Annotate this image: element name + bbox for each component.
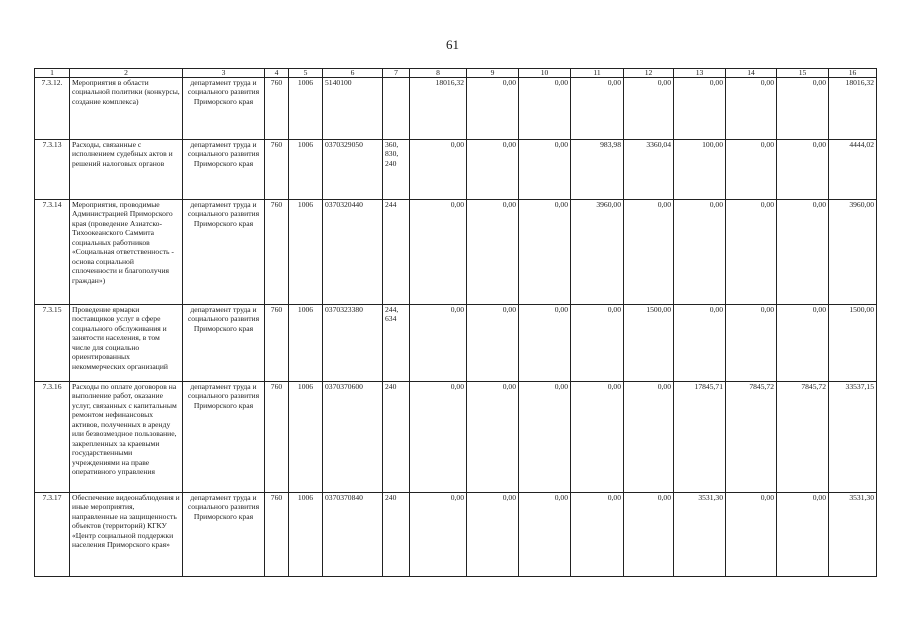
amount-col-14: 0,00 (726, 200, 777, 305)
table-row (35, 200, 877, 305)
activity-name: Мероприятия в области социальной политики (конкурсы, создание комплекса) (70, 78, 183, 140)
total-amount: 3960,00 (829, 200, 877, 305)
column-header-12: 12 (624, 69, 674, 78)
amount-col-9: 0,00 (467, 140, 519, 200)
amount-col-13: 0,00 (674, 200, 726, 305)
expense-type: 360, 830, 240 (383, 140, 410, 200)
total-amount: 4444,02 (829, 140, 877, 200)
row-number: 7.3.14 (35, 200, 70, 305)
column-header-9: 9 (467, 69, 519, 78)
amount-col-11: 983,98 (571, 140, 624, 200)
amount-col-10: 0,00 (519, 140, 571, 200)
amount-col-10: 0,00 (519, 493, 571, 577)
row-number: 7.3.15 (35, 305, 70, 382)
activity-name: Расходы по оплате договоров на выполнение работ, оказание услуг, связанных с капитальным ремонтом нефинансовых активов, полученных в аренду или безвозмездное пользование, закрепленных за краевыми государственными учреждениями на праве оперативного управления (70, 382, 183, 493)
cell-col-5: 1006 (289, 305, 323, 382)
amount-col-13: 3531,30 (674, 493, 726, 577)
cell-col-5: 1006 (289, 493, 323, 577)
table-body (35, 78, 877, 577)
amount-col-12: 0,00 (624, 382, 674, 493)
cell-col-4: 760 (265, 493, 289, 577)
column-header-16: 16 (829, 69, 877, 78)
amount-col-8: 0,00 (410, 140, 467, 200)
amount-col-10: 0,00 (519, 200, 571, 305)
activity-name: Проведение ярмарки поставщиков услуг в сфере социального обслуживания и занятости населения, в том числе для социально ориентированных некоммерческих организаций (70, 305, 183, 382)
amount-col-12: 1500,00 (624, 305, 674, 382)
amount-col-15: 7845,72 (777, 382, 829, 493)
amount-col-9: 0,00 (467, 382, 519, 493)
expense-type: 244 (383, 200, 410, 305)
expense-type: 240 (383, 382, 410, 493)
amount-col-11: 0,00 (571, 78, 624, 140)
amount-col-10: 0,00 (519, 305, 571, 382)
amount-col-8: 0,00 (410, 200, 467, 305)
cell-col-5: 1006 (289, 140, 323, 200)
budget-code: 0370329050 (323, 140, 383, 200)
column-header-11: 11 (571, 69, 624, 78)
amount-col-12: 0,00 (624, 493, 674, 577)
department: департамент труда и социального развития Приморского края (183, 493, 265, 577)
department: департамент труда и социального развития Приморского края (183, 305, 265, 382)
amount-col-11: 3960,00 (571, 200, 624, 305)
amount-col-15: 0,00 (777, 305, 829, 382)
budget-table (34, 68, 877, 577)
amount-col-15: 0,00 (777, 78, 829, 140)
amount-col-11: 0,00 (571, 382, 624, 493)
table-row (35, 78, 877, 140)
amount-col-14: 0,00 (726, 493, 777, 577)
amount-col-8: 18016,32 (410, 78, 467, 140)
department: департамент труда и социального развития Приморского края (183, 200, 265, 305)
cell-col-4: 760 (265, 140, 289, 200)
amount-col-10: 0,00 (519, 382, 571, 493)
budget-code: 0370320440 (323, 200, 383, 305)
activity-name: Обеспечение видеонаблюдения и иные мероприятия, направленные на защищенность объектов (территорий) КГКУ «Центр социальной поддержки населения Приморского края» (70, 493, 183, 577)
header-row (35, 69, 877, 78)
amount-col-9: 0,00 (467, 200, 519, 305)
amount-col-14: 0,00 (726, 140, 777, 200)
column-header-4: 4 (265, 69, 289, 78)
budget-code: 0370370840 (323, 493, 383, 577)
row-number: 7.3.17 (35, 493, 70, 577)
cell-col-4: 760 (265, 200, 289, 305)
amount-col-14: 7845,72 (726, 382, 777, 493)
amount-col-14: 0,00 (726, 78, 777, 140)
expense-type: 240 (383, 493, 410, 577)
amount-col-12: 0,00 (624, 78, 674, 140)
amount-col-13: 17845,71 (674, 382, 726, 493)
cell-col-4: 760 (265, 382, 289, 493)
column-header-7: 7 (383, 69, 410, 78)
total-amount: 18016,32 (829, 78, 877, 140)
amount-col-11: 0,00 (571, 305, 624, 382)
cell-col-4: 760 (265, 305, 289, 382)
table-row (35, 140, 877, 200)
amount-col-13: 0,00 (674, 305, 726, 382)
amount-col-15: 0,00 (777, 200, 829, 305)
budget-code: 5140100 (323, 78, 383, 140)
amount-col-8: 0,00 (410, 493, 467, 577)
amount-col-15: 0,00 (777, 493, 829, 577)
amount-col-13: 100,00 (674, 140, 726, 200)
amount-col-15: 0,00 (777, 140, 829, 200)
column-header-3: 3 (183, 69, 265, 78)
department: департамент труда и социального развития Приморского края (183, 140, 265, 200)
cell-col-5: 1006 (289, 382, 323, 493)
table-row (35, 493, 877, 577)
table-row (35, 305, 877, 382)
row-number: 7.3.13 (35, 140, 70, 200)
total-amount: 1500,00 (829, 305, 877, 382)
cell-col-5: 1006 (289, 78, 323, 140)
total-amount: 3531,30 (829, 493, 877, 577)
amount-col-14: 0,00 (726, 305, 777, 382)
budget-code: 0370323380 (323, 305, 383, 382)
activity-name: Мероприятия, проводимые Администрацией Приморского края (проведение Азиатско-Тихоокеанского Саммита социальных работников «Социальная ответственность - основа социальной сплоченности и благополучия граждан») (70, 200, 183, 305)
expense-type (383, 78, 410, 140)
page-number: 61 (446, 37, 459, 52)
row-number: 7.3.16 (35, 382, 70, 493)
cell-col-4: 760 (265, 78, 289, 140)
amount-col-9: 0,00 (467, 78, 519, 140)
activity-name: Расходы, связанные с исполнением судебных актов и решений налоговых органов (70, 140, 183, 200)
column-header-14: 14 (726, 69, 777, 78)
column-header-2: 2 (70, 69, 183, 78)
column-header-6: 6 (323, 69, 383, 78)
amount-col-9: 0,00 (467, 493, 519, 577)
amount-col-13: 0,00 (674, 78, 726, 140)
amount-col-10: 0,00 (519, 78, 571, 140)
amount-col-12: 3360,04 (624, 140, 674, 200)
table-row (35, 382, 877, 493)
amount-col-8: 0,00 (410, 382, 467, 493)
department: департамент труда и социального развития Приморского края (183, 382, 265, 493)
expense-type: 244, 634 (383, 305, 410, 382)
budget-code: 0370370600 (323, 382, 383, 493)
amount-col-12: 0,00 (624, 200, 674, 305)
amount-col-8: 0,00 (410, 305, 467, 382)
total-amount: 33537,15 (829, 382, 877, 493)
department: департамент труда и социального развития Приморского края (183, 78, 265, 140)
column-header-10: 10 (519, 69, 571, 78)
column-header-13: 13 (674, 69, 726, 78)
column-header-1: 1 (35, 69, 70, 78)
amount-col-9: 0,00 (467, 305, 519, 382)
column-header-15: 15 (777, 69, 829, 78)
column-header-5: 5 (289, 69, 323, 78)
amount-col-11: 0,00 (571, 493, 624, 577)
row-number: 7.3.12. (35, 78, 70, 140)
column-header-8: 8 (410, 69, 467, 78)
cell-col-5: 1006 (289, 200, 323, 305)
